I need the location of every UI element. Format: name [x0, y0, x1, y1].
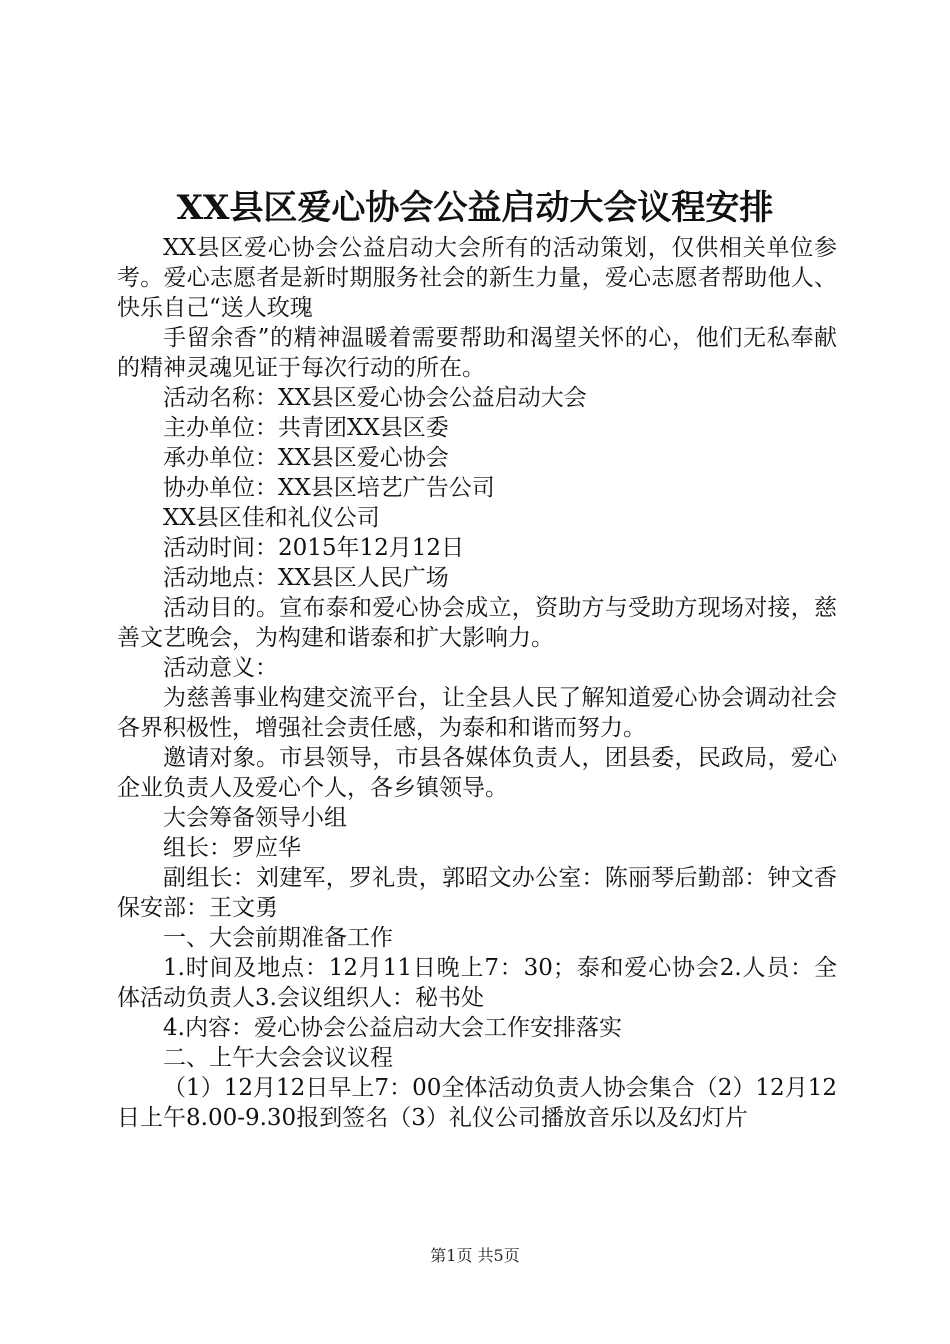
paragraph: XX县区佳和礼仪公司 [163, 505, 380, 531]
paragraph: 活动时间：2015年12月12日 [163, 535, 465, 561]
document-title: XX县区爱心协会公益启动大会议程安排 [176, 188, 774, 228]
paragraph: 大会筹备领导小组 [163, 805, 347, 831]
paragraph: 协办单位：XX县区培艺广告公司 [163, 475, 495, 501]
paragraph: 4.内容：爱心协会公益启动大会工作安排落实 [163, 1015, 622, 1041]
paragraph: 活动地点：XX县区人民广场 [163, 565, 449, 591]
paragraph: 活动目的。宣布泰和爱心协会成立，资助方与受助方现场对接，慈善文艺晚会，为构建和谐泰和扩大影响力。 [117, 595, 837, 651]
paragraph: 1.时间及地点：12月11日晚上7：30；泰和爱心协会2.人员：全体活动负责人3.会议组织人：秘书处 [117, 955, 837, 1011]
paragraph: 承办单位：XX县区爱心协会 [163, 445, 449, 471]
paragraph: 为慈善事业构建交流平台，让全县人民了解知道爱心协会调动社会各界积极性，增强社会责任感，为泰和和谐而努力。 [117, 685, 837, 741]
paragraph: XX县区爱心协会公益启动大会所有的活动策划，仅供相关单位参考。爱心志愿者是新时期服务社会的新生力量，爱心志愿者帮助他人、快乐自己“送人玫瑰 [117, 235, 837, 321]
document-body [117, 233, 837, 1133]
paragraph: （1）12月12日早上7：00全体活动负责人协会集合（2）12月12日上午8.00-9.30报到签名（3）礼仪公司播放音乐以及幻灯片 [117, 1075, 837, 1131]
paragraph: 组长：罗应华 [163, 835, 301, 861]
paragraph: 一、大会前期准备工作 [163, 925, 393, 951]
paragraph: 副组长：刘建军，罗礼贵，郭昭文办公室：陈丽琴后勤部：钟文香保安部：王文勇 [117, 865, 837, 921]
paragraph: 邀请对象。市县领导，市县各媒体负责人，团县委，民政局，爱心企业负责人及爱心个人，各乡镇领导。 [117, 745, 837, 801]
paragraph: 活动意义： [163, 655, 278, 681]
paragraph: 活动名称：XX县区爱心协会公益启动大会 [163, 385, 587, 411]
paragraph: 二、上午大会会议议程 [163, 1045, 393, 1071]
paragraph: 手留余香”的精神温暖着需要帮助和渴望关怀的心，他们无私奉献的精神灵魂见证于每次行动的所在。 [117, 325, 837, 381]
page-number-footer: 第1页 共5页 [430, 1246, 520, 1265]
paragraph: 主办单位：共青团XX县区委 [163, 415, 449, 441]
